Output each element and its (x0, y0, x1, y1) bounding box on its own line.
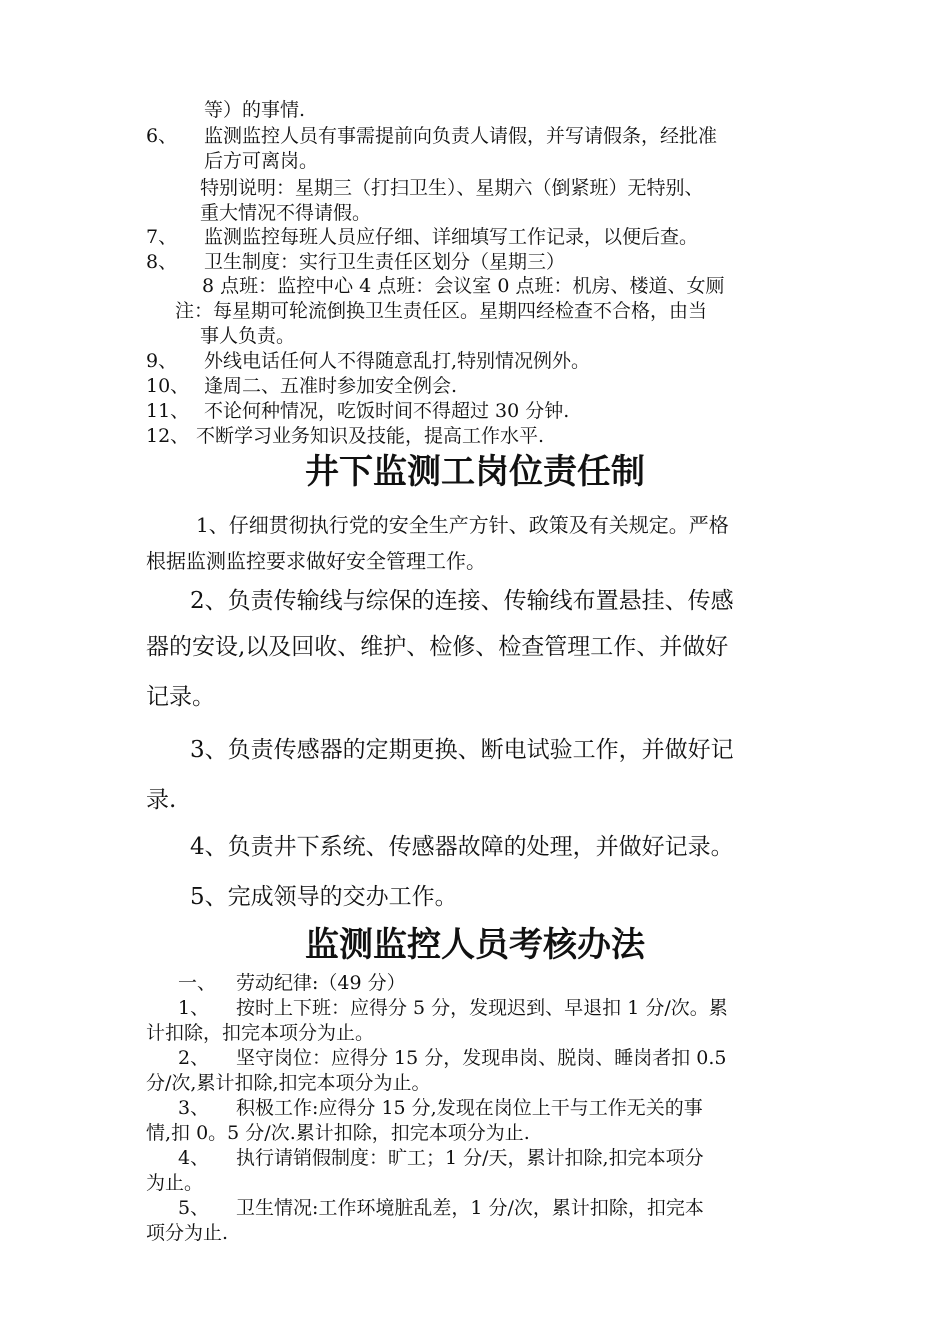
rule-number: 12、 (146, 425, 190, 447)
rule-text-line: 后方可离岗。 (204, 150, 319, 172)
section-title-responsibility: 井下监测工岗位责任制 (305, 452, 645, 492)
assessment-item-line: 为止。 (146, 1172, 204, 1194)
rule-number: 11、 (146, 400, 190, 422)
responsibility-line: 器的安设,以及回收、维护、检修、检查管理工作、并做好 (146, 634, 729, 660)
assessment-item-line: 项分为止. (146, 1222, 229, 1244)
responsibility-line: 2、负责传输线与综保的连接、传输线布置悬挂、传感 (190, 588, 734, 614)
rule-text-line: 不论何种情况，吃饭时间不得超过 30 分钟. (204, 400, 570, 422)
assessment-item-line: 分/次,累计扣除,扣完本项分为止。 (146, 1072, 431, 1094)
assessment-item-number: 5、 (178, 1197, 210, 1219)
rule-text-line: 卫生制度：实行卫生责任区划分（星期三） (204, 251, 566, 273)
rule-number: 8、 (146, 251, 178, 273)
responsibility-line: 3、负责传感器的定期更换、断电试验工作，并做好记 (190, 737, 734, 763)
section-title-assessment: 监测监控人员考核办法 (305, 925, 645, 965)
rule-text-line: 事人负责。 (200, 325, 296, 347)
rule-number: 9、 (146, 350, 178, 372)
rule-text-line: 等）的事情. (204, 99, 306, 121)
assessment-item-number: 2、 (178, 1047, 210, 1069)
rule-text-line: 逢周二、五准时参加安全例会. (204, 375, 458, 397)
assessment-heading-text: 劳动纪律:（49 分） (236, 972, 406, 994)
assessment-item-number: 4、 (178, 1147, 210, 1169)
responsibility-line: 记录。 (146, 684, 215, 710)
rule-note-line: 特别说明：星期三（打扫卫生）、星期六（倒紧班）无特别、 (200, 177, 704, 199)
assessment-item-line: 卫生情况:工作环境脏乱差，1 分/次，累计扣除，扣完本 (236, 1197, 704, 1219)
responsibility-line: 1、仔细贯彻执行党的安全生产方针、政策及有关规定。严格 (196, 513, 729, 537)
assessment-item-line: 坚守岗位：应得分 15 分，发现串岗、脱岗、睡岗者扣 0.5 (236, 1047, 727, 1069)
assessment-item-line: 积极工作:应得分 15 分,发现在岗位上干与工作无关的事 (236, 1097, 703, 1119)
rule-note-line: 重大情况不得请假。 (200, 202, 372, 224)
responsibility-line: 根据监测监控要求做好安全管理工作。 (146, 549, 486, 573)
rule-text-line: 监测监控每班人员应仔细、详细填写工作记录，以便后查。 (204, 226, 699, 248)
assessment-heading-number: 一、 (178, 972, 217, 994)
responsibility-line: 4、负责井下系统、传感器故障的处理，并做好记录。 (190, 834, 734, 860)
rule-text-line: 外线电话任何人不得随意乱打,特别情况例外。 (204, 350, 591, 372)
responsibility-line: 录. (146, 787, 177, 813)
responsibility-line: 5、完成领导的交办工作。 (190, 884, 458, 910)
rule-text-line: 不断学习业务知识及技能，提高工作水平. (196, 425, 545, 447)
assessment-item-line: 情,扣 0。5 分/次.累计扣除，扣完本项分为止. (146, 1122, 530, 1144)
rule-number: 10、 (146, 375, 190, 397)
assessment-item-line: 按时上下班：应得分 5 分，发现迟到、早退扣 1 分/次。累 (236, 997, 728, 1019)
rule-number: 6、 (146, 125, 178, 147)
rule-text-line: 8 点班：监控中心 4 点班：会议室 0 点班：机房、楼道、女厕 (202, 275, 725, 297)
rule-number: 7、 (146, 226, 178, 248)
rule-text-line: 监测监控人员有事需提前向负责人请假，并写请假条，经批准 (204, 125, 718, 147)
assessment-item-line: 计扣除，扣完本项分为止。 (146, 1022, 375, 1044)
rule-text-line: 注：每星期可轮流倒换卫生责任区。星期四经检查不合格，由当 (175, 300, 708, 322)
assessment-item-line: 执行请销假制度：旷工；1 分/天，累计扣除,扣完本项分 (236, 1147, 704, 1169)
assessment-item-number: 1、 (178, 997, 210, 1019)
assessment-item-number: 3、 (178, 1097, 210, 1119)
